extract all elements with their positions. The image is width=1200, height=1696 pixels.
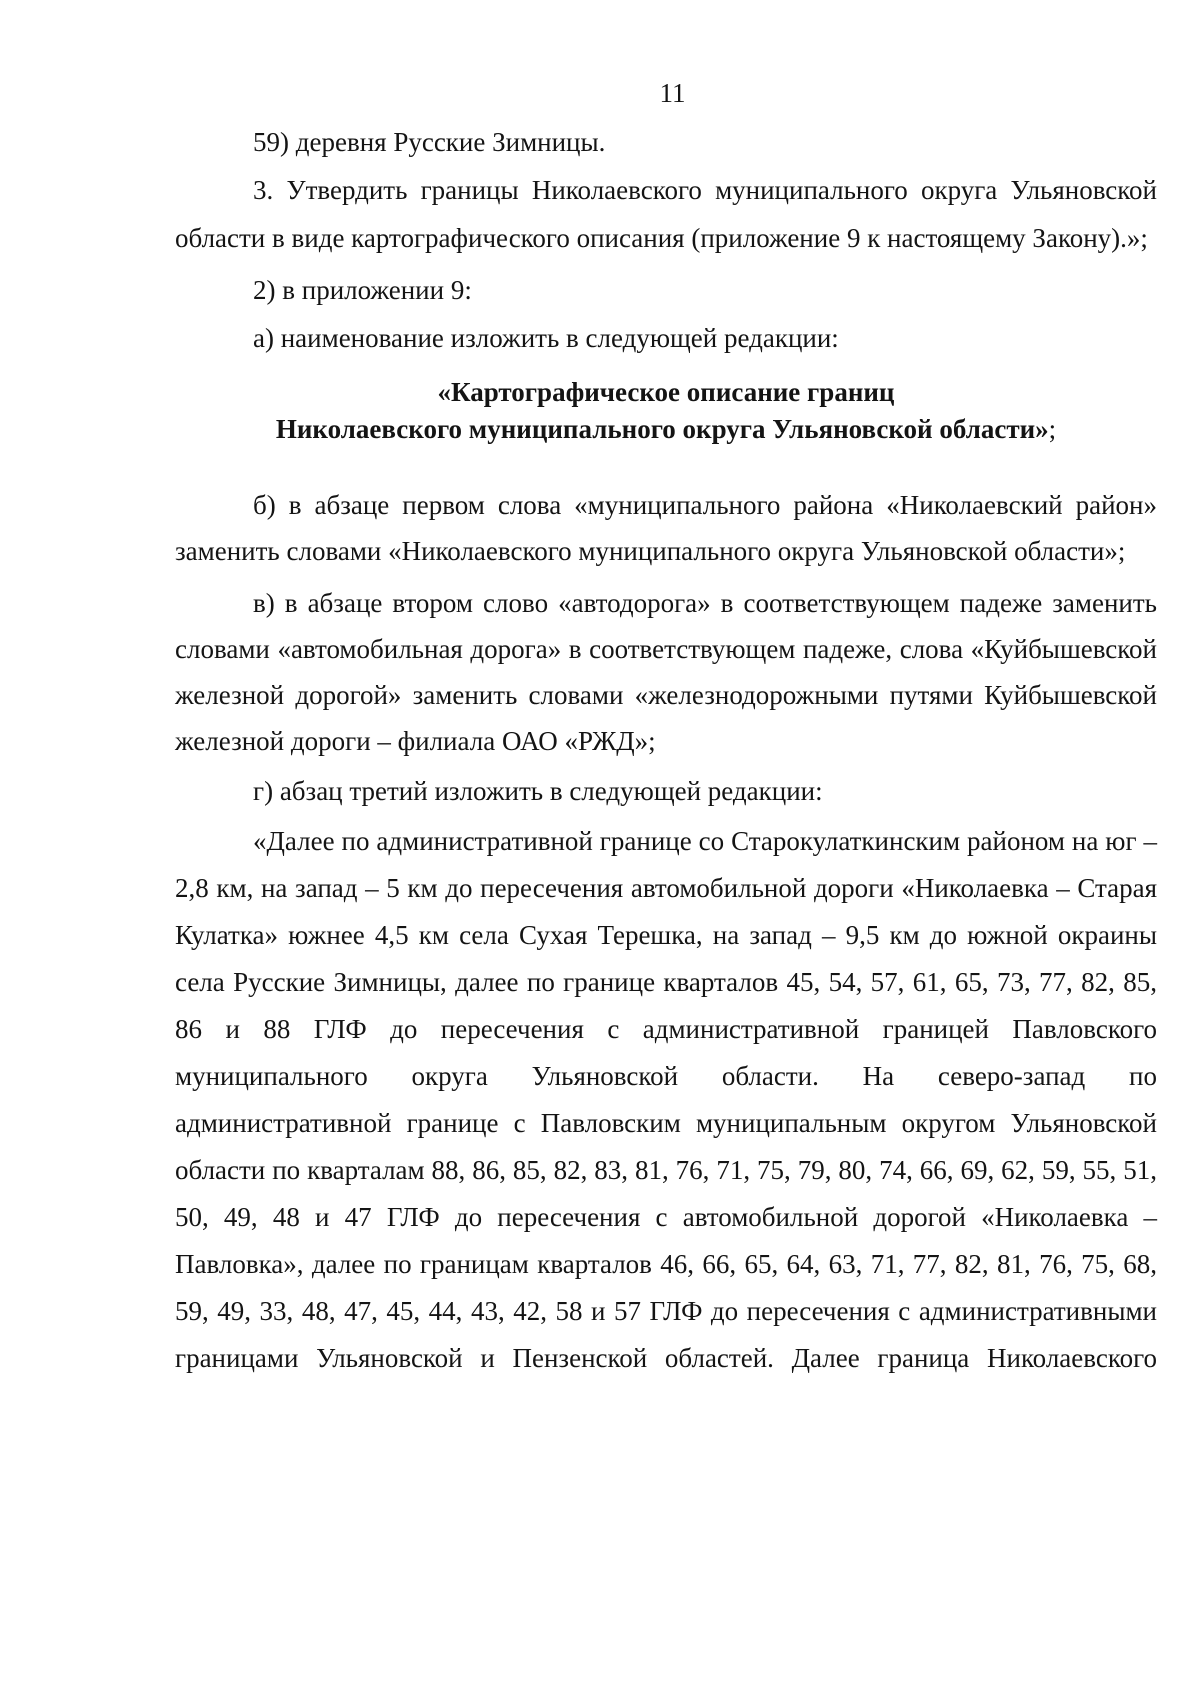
paragraph-amendment-g: г) абзац третий изложить в следующей редакции: (253, 776, 823, 806)
appendix-title-line-1: «Картографическое описание границ (437, 377, 895, 407)
page-number: 11 (659, 78, 686, 108)
appendix-title-line-2: Николаевского муниципального округа Ульяновской области» (275, 414, 1049, 444)
paragraph-list-item-59: 59) деревня Русские Зимницы. (253, 127, 606, 157)
paragraph-amendment-a: а) наименование изложить в следующей редакции: (253, 323, 839, 353)
paragraph-boundary-description: «Далее по административной границе со Старокулаткинским районом на юг – 2,8 км, на запад – 5 км до пересечения автомобильной дороги «Николаевка – Старая Кулатка» южнее 4,5 км села Сухая Терешка, на запад – 9,5 км до южной окраины села Русские Зимницы, далее по границе кварталов 45, 54, 57, 61, 65, 73, 77, 82, 85, 86 и 88 ГЛФ до пересечения с административной границей Павловского муниципального округа Ульяновской области. На северо-запад по административной границе с Павловским муниципальным округом Ульяновской области по кварталам 88, 86, 85, 82, 83, 81, 76, 71, 75, 79, 80, 74, 66, 69, 62, 59, 55, 51, 50, 49, 48 и 47 ГЛФ до пересечения с автомобильной дорогой «Николаевка – Павловка», далее по границам кварталов 46, 66, 65, 64, 63, 71, 77, 82, 81, 76, 75, 68, 59, 49, 33, 48, 47, 45, 44, 43, 42, 58 и 57 ГЛФ до пересечения с административными границами Ульяновской и Пензенской областей. Далее граница Николаевского (175, 826, 1157, 1373)
appendix-title-line-2-wrap (175, 411, 1157, 448)
paragraph-amendment-b: б) в абзаце первом слова «муниципального района «Николаевский район» заменить словами «Николаевского муниципального округа Ульяновской области»; (175, 490, 1157, 566)
appendix-title (175, 374, 1157, 448)
document-body (175, 118, 1157, 1382)
paragraph-amendment-v: в) в абзаце втором слово «автодорога» в соответствующем падеже заменить словами «автомобильная дорога» в соответствующем падеже, слова «Куйбышевской железной дорогой» заменить словами «железнодорожными путями Куйбышевской железной дороги – филиала ОАО «РЖД»; (175, 588, 1157, 756)
paragraph-clause-3: 3. Утвердить границы Николаевского муниципального округа Ульяновской области в виде картографического описания (приложение 9 к настоящему Закону).»; (175, 175, 1157, 253)
appendix-title-punctuation: ; (1048, 414, 1057, 444)
paragraph-amendment-2: 2) в приложении 9: (253, 275, 472, 305)
